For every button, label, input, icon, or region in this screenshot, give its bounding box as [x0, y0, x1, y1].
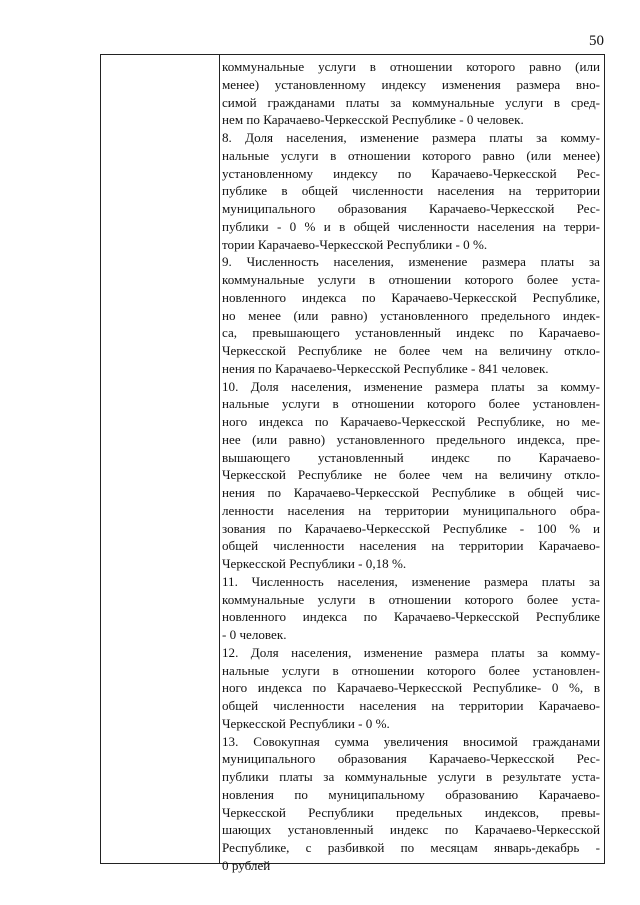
page-number: 50: [589, 33, 604, 49]
text-line: новления по муниципальному образованию Карачаево-: [222, 786, 600, 802]
text-line: коммунальные услуги в отношении которого равно (или: [222, 59, 600, 74]
text-line: Черкесской Республики - 0 %.: [222, 715, 390, 731]
paragraph: [222, 253, 600, 377]
text-line: 13. Совокупная сумма увеличения вносимой гражданами: [222, 733, 600, 749]
text-line: ленности населения на территории муниципального обра-: [222, 502, 600, 518]
text-line: публики платы за коммунальные услуги в результате уста-: [222, 769, 600, 784]
text-line: новленного индекса по Карачаево-Черкесской Республике,: [222, 289, 600, 305]
text-line: новленного индекса по Карачаево-Черкесской Республике: [222, 609, 600, 625]
text-line: коммунальные услуги в отношении которого более уста-: [222, 272, 600, 287]
text-line: ного индекса по Карачаево-Черкесской Республике- 0 %, в: [222, 680, 600, 696]
paragraph: [222, 129, 600, 253]
text-line: менее) установленному индексу изменения размера вно-: [222, 76, 600, 92]
text-line: 10. Доля населения, изменение размера платы за комму-: [222, 378, 600, 394]
paragraph: [222, 573, 600, 644]
text-line: Черкесской Республики - 0,18 %.: [222, 556, 407, 571]
text-line: зования по Карачаево-Черкесской Республике - 100 % и: [222, 520, 600, 536]
table-cell-text: [222, 58, 600, 875]
text-line: но менее (или равно) установленного предельного индек-: [222, 307, 600, 323]
text-line: нальные услуги в отношении которого более установлен-: [222, 396, 600, 412]
text-line: са, превышающего установленный индекс по Карачаево-: [222, 325, 600, 341]
text-line: вышающего установленный индекс по Карачаево-: [222, 449, 600, 465]
text-line: Черкесской Республике не более чем на величину откло-: [222, 467, 600, 483]
text-line: коммунальные услуги в отношении которого более уста-: [222, 591, 600, 607]
text-line: - 0 человек.: [222, 627, 287, 642]
text-line: нальные услуги в отношении которого равно (или менее): [222, 147, 600, 163]
text-line: муниципального образования Карачаево-Черкесской Рес-: [222, 201, 600, 216]
text-line: 11. Численность населения, изменение размера платы за: [222, 573, 600, 589]
text-line: нения по Карачаево-Черкесской Республике в общей чис-: [222, 485, 600, 500]
text-line: общей численности населения на территории Карачаево-: [222, 538, 600, 554]
text-line: 8. Доля населения, изменение размера платы за комму-: [222, 130, 600, 145]
column-divider: [219, 55, 220, 863]
text-line: 9. Численность населения, изменение размера платы за: [222, 254, 600, 270]
text-line: публике в общей численности населения на территории: [222, 183, 600, 199]
text-line: публики - 0 % и в общей численности населения на терри-: [222, 218, 600, 234]
text-line: муниципального образования Карачаево-Черкесской Рес-: [222, 751, 600, 767]
text-line: Республике, с разбивкой по месяцам январь-декабрь -: [222, 840, 600, 855]
text-line: тории Карачаево-Черкесской Республики - 0 %.: [222, 236, 488, 252]
text-line: 12. Доля населения, изменение размера платы за комму-: [222, 644, 600, 660]
document-table: [100, 54, 605, 873]
text-line: Черкесской Республике не более чем на величину откло-: [222, 343, 600, 358]
paragraph: [222, 733, 600, 875]
text-line: нем по Карачаево-Черкесской Республике - 0 человек.: [222, 112, 524, 128]
text-line: общей численности населения на территории Карачаево-: [222, 698, 600, 713]
text-line: нальные услуги в отношении которого более установлен-: [222, 662, 600, 678]
paragraph: [222, 644, 600, 733]
text-line: нения по Карачаево-Черкесской Республике - 841 человек.: [222, 360, 549, 376]
text-line: шающих установленный индекс по Карачаево-Черкесской: [222, 822, 600, 838]
text-line: установленному индексу по Карачаево-Черкесской Рес-: [222, 165, 600, 181]
text-line: симой гражданами платы за коммунальные услуги в сред-: [222, 94, 600, 110]
paragraph: [222, 378, 600, 573]
text-line: нее (или равно) установленного предельного индекса, пре-: [222, 431, 600, 447]
paragraph: [222, 58, 600, 129]
text-line: ного индекса по Карачаево-Черкесской Республике, но ме-: [222, 414, 600, 429]
text-line: Черкесской Республики предельных индексов, превы-: [222, 804, 600, 820]
text-line: 0 рублей: [222, 857, 271, 873]
